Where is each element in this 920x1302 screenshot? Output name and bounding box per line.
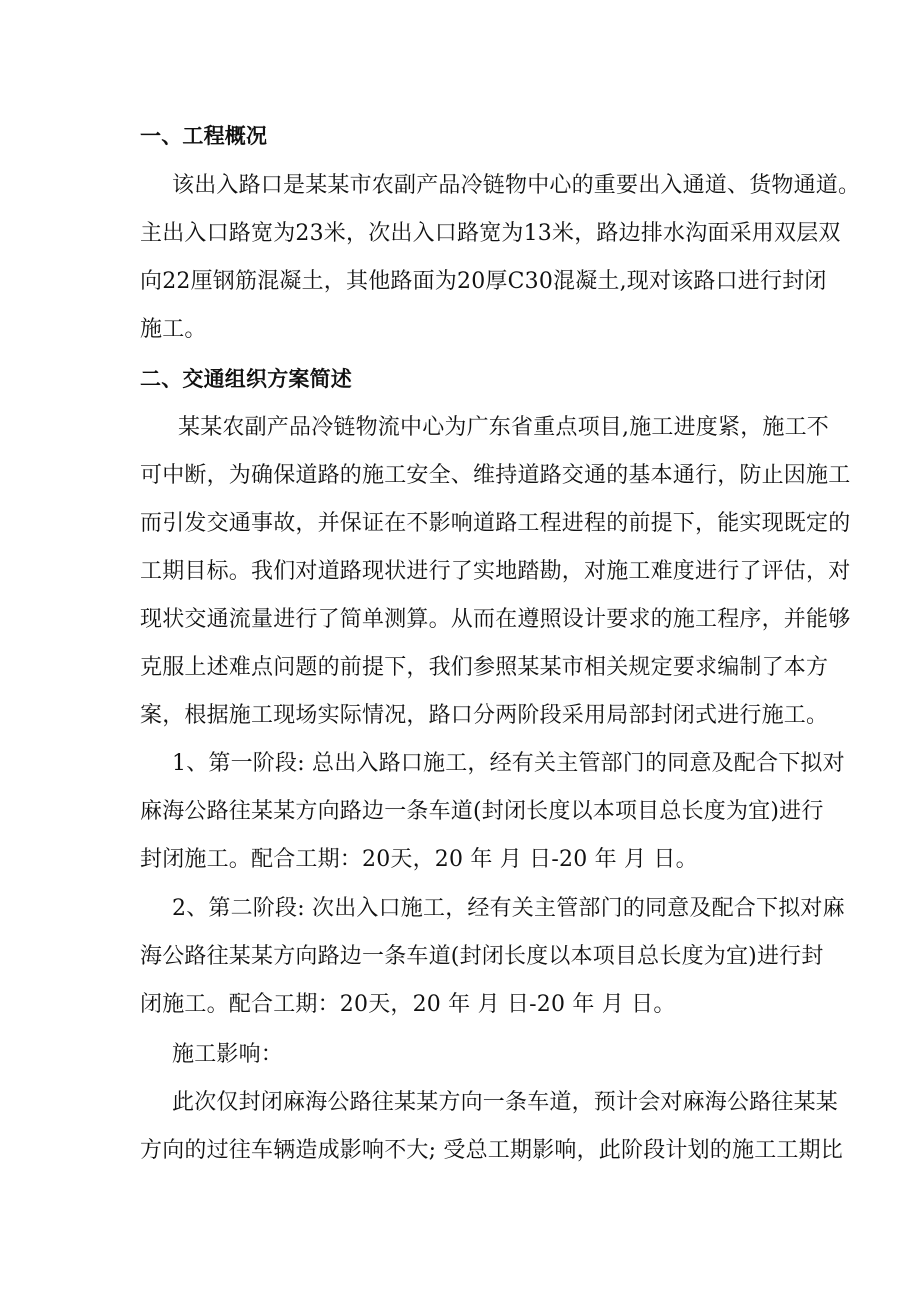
phase1-line: 1、第一阶段: 总出入路口施工，经有关主管部门的同意及配合下拟对	[172, 751, 845, 776]
phase2-line: 闭施工。配合工期：20天，20 年 月 日-20 年 月 日。	[140, 992, 676, 1017]
impact-line: 方向的过往车辆造成影响不大; 受总工期影响，此阶段计划的施工工期比	[140, 1138, 844, 1163]
phase1-line: 麻海公路往某某方向路边一条车道(封闭长度以本项目总长度为宜)进行	[140, 799, 824, 824]
paragraph-line: 案，根据施工现场实际情况，路口分两阶段采用局部封闭式进行施工。	[140, 703, 829, 728]
section-heading-overview: 一、工程概况	[140, 123, 268, 148]
paragraph-line: 克服上述难点问题的前提下，我们参照某某市相关规定要求编制了本方	[140, 655, 829, 680]
paragraph-line: 而引发交通事故，并保证在不影响道路工程进程的前提下，能实现既定的	[140, 511, 851, 536]
paragraph-line: 向22厘钢筋混凝土，其他路面为20厚C30混凝土,现对该路口进行封闭	[140, 269, 827, 294]
paragraph-line: 可中断，为确保道路的施工安全、维持道路交通的基本通行，防止因施工	[140, 463, 851, 488]
phase2-line: 2、第二阶段: 次出入口施工，经有关主管部门的同意及配合下拟对麻	[172, 896, 845, 921]
phase2-line: 海公路往某某方向路边一条车道(封闭长度以本项目总长度为宜)进行封	[140, 944, 824, 969]
paragraph-line: 工期目标。我们对道路现状进行了实地踏勘，对施工难度进行了评估，对	[140, 559, 851, 584]
phase1-line: 封闭施工。配合工期：20天，20 年 月 日-20 年 月 日。	[140, 847, 698, 872]
paragraph-line: 施工。	[140, 317, 207, 342]
impact-label: 施工影响：	[172, 1042, 284, 1067]
section-heading-traffic-plan: 二、交通组织方案简述	[140, 366, 352, 391]
paragraph-line: 某某农副产品冷链物流中心为广东省重点项目,施工进度紧，施工不	[178, 415, 829, 440]
paragraph-line: 主出入口路宽为23米，次出入口路宽为13米，路边排水沟面采用双层双	[140, 221, 841, 246]
impact-line: 此次仅封闭麻海公路往某某方向一条车道，预计会对麻海公路往某某	[172, 1090, 839, 1115]
paragraph-line: 该出入路口是某某市农副产品冷链物中心的重要出入通道、货物通道。	[172, 173, 861, 198]
paragraph-line: 现状交通流量进行了简单测算。从而在遵照设计要求的施工程序，并能够	[140, 607, 851, 632]
